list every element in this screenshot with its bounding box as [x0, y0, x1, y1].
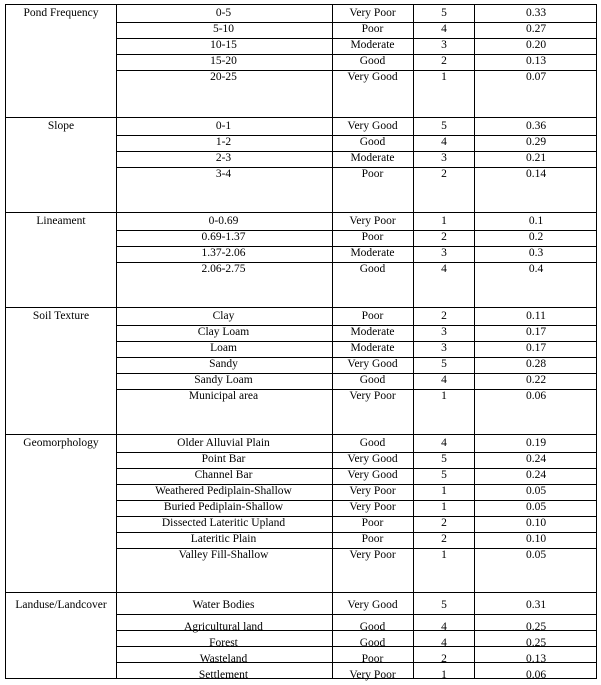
table-row: [116, 150, 596, 166]
range-cell: 15-20: [210, 55, 237, 67]
suitability-class-cell: Good: [359, 55, 386, 67]
range-cell: 0-5: [215, 7, 232, 19]
rank-cell: 1: [441, 501, 447, 513]
rank-cell: 5: [441, 7, 447, 19]
range-cell: 5-10: [212, 23, 235, 35]
table-row: [116, 53, 596, 69]
parameter-name: Pond Frequency: [23, 7, 99, 19]
table-row: [116, 531, 596, 547]
range-cell: Weathered Pediplain-Shallow: [155, 485, 292, 497]
suitability-class-cell: Moderate: [350, 326, 395, 338]
suitability-class-cell: Good: [359, 621, 386, 633]
range-cell: Wasteland: [199, 653, 248, 665]
table-row: [116, 435, 596, 451]
rank-cell: 3: [441, 247, 447, 259]
table-row: [116, 340, 596, 356]
rank-cell: 3: [441, 39, 447, 51]
suitability-class-cell: Very Poor: [349, 215, 396, 227]
table-row: [116, 5, 596, 21]
table-row: [116, 467, 596, 483]
weight-cell: 0.05: [525, 549, 547, 561]
rank-cell: 5: [441, 469, 447, 481]
rank-cell: 5: [441, 120, 447, 132]
rank-cell: 1: [441, 669, 447, 681]
rank-cell: 2: [441, 231, 447, 243]
range-cell: Point Bar: [201, 453, 246, 465]
rank-cell: 1: [441, 390, 447, 402]
table-row: [116, 69, 596, 85]
rank-cell: 2: [441, 533, 447, 545]
suitability-class-cell: Good: [359, 637, 386, 649]
range-cell: Channel Bar: [194, 469, 253, 481]
suitability-class-cell: Poor: [361, 517, 384, 529]
weight-cell: 0.21: [525, 152, 547, 164]
rank-cell: 3: [441, 326, 447, 338]
parameter-name: Geomorphology: [23, 437, 99, 449]
table-row: [116, 651, 596, 667]
suitability-class-cell: Poor: [361, 653, 384, 665]
weight-cell: 0.20: [525, 39, 547, 51]
suitability-class-cell: Moderate: [350, 152, 395, 164]
weight-cell: 0.10: [525, 533, 547, 545]
rank-cell: 1: [441, 215, 447, 227]
rank-cell: 4: [441, 374, 447, 386]
rank-cell: 2: [441, 653, 447, 665]
weight-cell: 0.11: [526, 310, 546, 322]
rank-cell: 1: [441, 485, 447, 497]
weight-cell: 0.2: [528, 231, 544, 243]
rank-cell: 4: [441, 23, 447, 35]
suitability-class-cell: Poor: [361, 231, 384, 243]
group-geomorphology: [6, 434, 596, 592]
weight-cell: 0.33: [525, 7, 547, 19]
range-cell: 0-1: [215, 120, 232, 132]
table-row: [116, 619, 596, 635]
range-cell: 0-0.69: [208, 215, 239, 227]
suitability-class-cell: Moderate: [350, 247, 395, 259]
weight-cell: 0.29: [525, 136, 547, 148]
table-row: [116, 118, 596, 134]
weight-cell: 0.25: [525, 637, 547, 649]
weight-cell: 0.13: [525, 653, 547, 665]
group-pond-frequency: [6, 5, 596, 117]
weightage-table: [5, 4, 597, 679]
rank-cell: 5: [441, 599, 447, 611]
table-row: [116, 547, 596, 563]
table-row: [116, 635, 596, 651]
rank-cell: 4: [441, 136, 447, 148]
weight-cell: 0.14: [525, 168, 547, 180]
weight-cell: 0.36: [525, 120, 547, 132]
suitability-class-cell: Very Good: [347, 453, 398, 465]
weight-cell: 0.17: [525, 326, 547, 338]
weight-cell: 0.24: [525, 469, 547, 481]
range-cell: Water Bodies: [192, 599, 255, 611]
parameter-name: Soil Texture: [32, 310, 90, 322]
range-cell: 2-3: [215, 152, 232, 164]
suitability-class-cell: Poor: [361, 310, 384, 322]
weight-cell: 0.22: [525, 374, 547, 386]
weight-cell: 0.4: [528, 263, 544, 275]
parameter-name: Lineament: [36, 215, 86, 227]
range-cell: Loam: [210, 342, 237, 354]
range-cell: Agricultural land: [184, 621, 263, 633]
suitability-class-cell: Very Poor: [349, 485, 396, 497]
table-row: [116, 356, 596, 372]
suitability-class-cell: Very Poor: [349, 501, 396, 513]
weight-cell: 0.13: [525, 55, 547, 67]
weight-cell: 0.27: [525, 23, 547, 35]
weight-cell: 0.25: [525, 621, 547, 633]
suitability-class-cell: Very Poor: [349, 549, 396, 561]
rank-cell: 2: [441, 168, 447, 180]
parameter-name: Slope: [47, 120, 75, 132]
table-row: [116, 21, 596, 37]
table-row: [116, 134, 596, 150]
suitability-class-cell: Very Good: [347, 599, 398, 611]
range-cell: Older Alluvial Plain: [177, 437, 270, 449]
range-cell: Dissected Lateritic Upland: [161, 517, 286, 529]
weight-cell: 0.06: [525, 390, 547, 402]
table-row: [116, 229, 596, 245]
weight-cell: 0.05: [525, 485, 547, 497]
weight-cell: 0.31: [525, 599, 547, 611]
group-landuse-landcover: [6, 592, 596, 681]
suitability-class-cell: Good: [359, 263, 386, 275]
suitability-class-cell: Very Poor: [349, 669, 396, 681]
suitability-class-cell: Poor: [361, 168, 384, 180]
weight-cell: 0.19: [525, 437, 547, 449]
group-lineament: [6, 212, 596, 307]
rank-cell: 2: [441, 55, 447, 67]
table-row: [116, 166, 596, 182]
range-cell: Lateritic Plain: [190, 533, 257, 545]
table-row: [116, 245, 596, 261]
table-row: [116, 667, 596, 683]
rank-cell: 4: [441, 263, 447, 275]
range-cell: 3-4: [215, 168, 232, 180]
suitability-class-cell: Good: [359, 437, 386, 449]
range-cell: Sandy: [209, 358, 238, 370]
range-cell: 0.69-1.37: [201, 231, 246, 243]
weight-cell: 0.05: [525, 501, 547, 513]
weight-cell: 0.17: [525, 342, 547, 354]
parameter-name: Landuse/Landcover: [15, 599, 107, 611]
table-row: [116, 451, 596, 467]
table-row: [116, 515, 596, 531]
rank-cell: 5: [441, 358, 447, 370]
rank-cell: 1: [441, 71, 447, 83]
rank-cell: 3: [441, 342, 447, 354]
table-row: [116, 372, 596, 388]
suitability-class-cell: Moderate: [350, 342, 395, 354]
table-row: [116, 597, 596, 613]
weight-cell: 0.06: [525, 669, 547, 681]
range-cell: Valley Fill-Shallow: [178, 549, 269, 561]
table-row: [116, 37, 596, 53]
suitability-class-cell: Good: [359, 136, 386, 148]
rank-cell: 2: [441, 517, 447, 529]
range-cell: Forest: [209, 637, 238, 649]
range-cell: Buried Pediplain-Shallow: [163, 501, 284, 513]
rank-cell: 3: [441, 152, 447, 164]
suitability-class-cell: Very Poor: [349, 390, 396, 402]
suitability-class-cell: Poor: [361, 23, 384, 35]
suitability-class-cell: Good: [359, 374, 386, 386]
weight-cell: 0.24: [525, 453, 547, 465]
range-cell: Sandy Loam: [194, 374, 253, 386]
rank-cell: 2: [441, 310, 447, 322]
range-cell: 2.06-2.75: [201, 263, 246, 275]
rank-cell: 4: [441, 621, 447, 633]
row-divider: [116, 614, 596, 615]
weight-cell: 0.10: [525, 517, 547, 529]
range-cell: Settlement: [198, 669, 249, 681]
table-row: [116, 483, 596, 499]
range-cell: 1.37-2.06: [201, 247, 246, 259]
suitability-class-cell: Very Poor: [349, 7, 396, 19]
table-row: [116, 261, 596, 277]
weight-cell: 0.1: [528, 215, 544, 227]
group-slope: [6, 117, 596, 212]
table-row: [116, 308, 596, 324]
rank-cell: 1: [441, 549, 447, 561]
group-soil-texture: [6, 307, 596, 434]
weight-cell: 0.07: [525, 71, 547, 83]
suitability-class-cell: Moderate: [350, 39, 395, 51]
range-cell: Clay Loam: [197, 326, 250, 338]
suitability-class-cell: Very Good: [347, 358, 398, 370]
weight-cell: 0.3: [528, 247, 544, 259]
range-cell: Municipal area: [188, 390, 259, 402]
table-row: [116, 213, 596, 229]
suitability-class-cell: Very Good: [347, 120, 398, 132]
suitability-class-cell: Very Good: [347, 469, 398, 481]
table-row: [116, 388, 596, 404]
rank-cell: 4: [441, 437, 447, 449]
range-cell: 10-15: [210, 39, 237, 51]
table-row: [116, 324, 596, 340]
table-row: [116, 499, 596, 515]
rank-cell: 5: [441, 453, 447, 465]
weight-cell: 0.28: [525, 358, 547, 370]
range-cell: 20-25: [210, 71, 237, 83]
suitability-class-cell: Poor: [361, 533, 384, 545]
range-cell: Clay: [212, 310, 235, 322]
rank-cell: 4: [441, 637, 447, 649]
range-cell: 1-2: [215, 136, 232, 148]
suitability-class-cell: Very Good: [347, 71, 398, 83]
